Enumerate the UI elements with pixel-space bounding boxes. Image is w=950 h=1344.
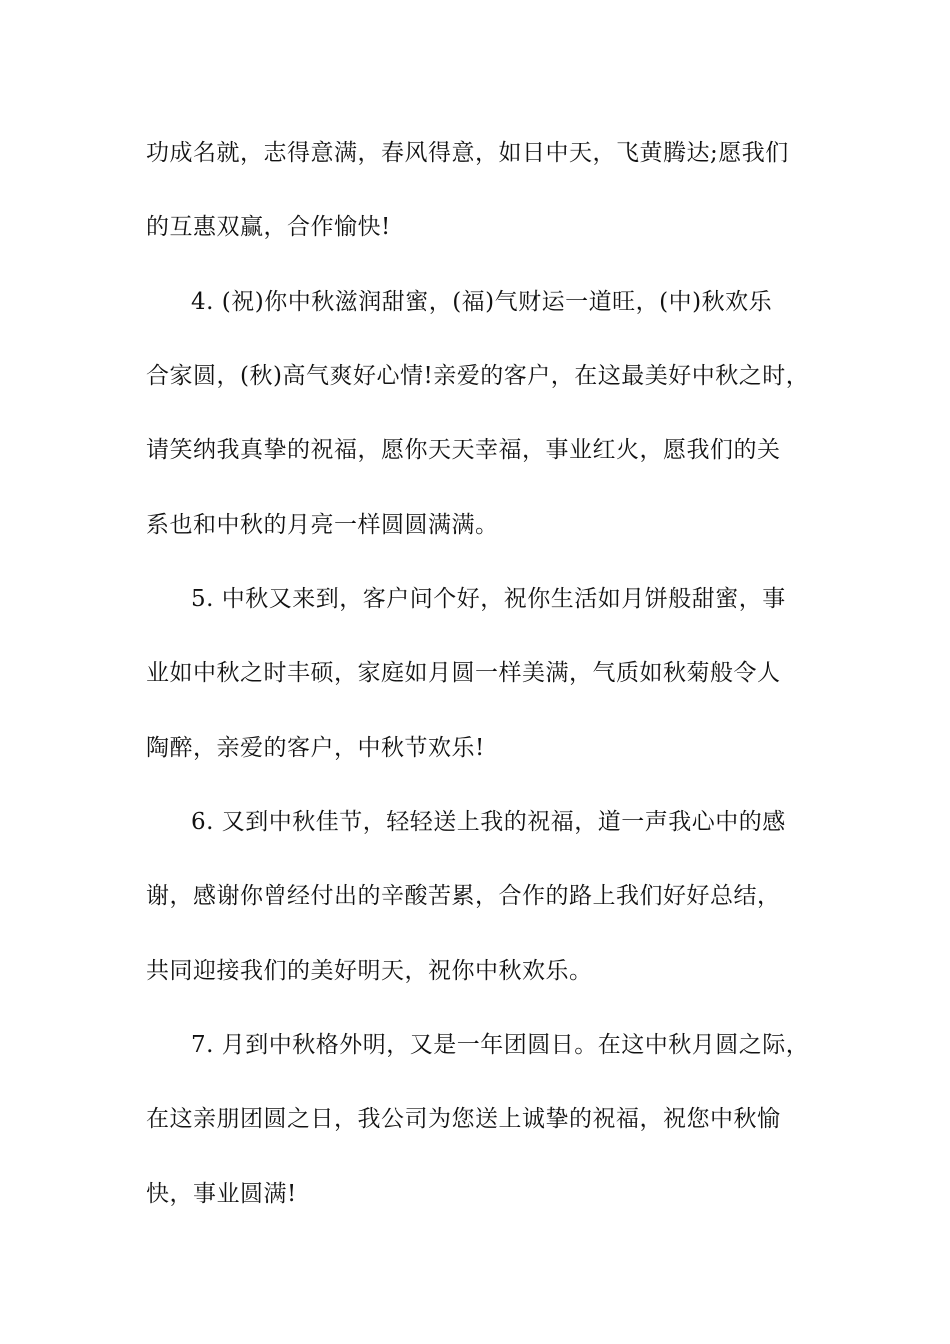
text-line: 请笑纳我真挚的祝福，愿你天天幸福，事业红火，愿我们的关 bbox=[146, 437, 781, 463]
text-line: 系也和中秋的月亮一样圆圆满满。 bbox=[146, 512, 499, 538]
paragraph-4-start: 4. (祝)你中秋滋润甜蜜，(福)气财运一道旺，(中)秋欢乐 bbox=[191, 289, 773, 315]
text-line: 共同迎接我们的美好明天，祝你中秋欢乐。 bbox=[146, 958, 593, 984]
text-line: 陶醉，亲爱的客户，中秋节欢乐! bbox=[146, 735, 485, 761]
text-line: 功成名就，志得意满，春风得意，如日中天，飞黄腾达;愿我们 bbox=[146, 140, 789, 166]
text-line: 的互惠双赢，合作愉快! bbox=[146, 214, 391, 240]
text-line: 业如中秋之时丰硕，家庭如月圆一样美满，气质如秋菊般令人 bbox=[146, 660, 781, 686]
paragraph-7-start: 7. 月到中秋格外明，又是一年团圆日。在这中秋月圆之际， bbox=[191, 1032, 810, 1058]
text-line: 合家圆，(秋)高气爽好心情!亲爱的客户，在这最美好中秋之时， bbox=[146, 363, 810, 389]
text-line: 快，事业圆满! bbox=[146, 1181, 297, 1207]
paragraph-6-start: 6. 又到中秋佳节，轻轻送上我的祝福，道一声我心中的感 bbox=[191, 809, 786, 835]
text-line: 在这亲朋团圆之日，我公司为您送上诚挚的祝福，祝您中秋愉 bbox=[146, 1106, 781, 1132]
text-line: 谢，感谢你曾经付出的辛酸苦累，合作的路上我们好好总结， bbox=[146, 883, 781, 909]
paragraph-5-start: 5. 中秋又来到，客户问个好，祝你生活如月饼般甜蜜，事 bbox=[191, 586, 786, 612]
